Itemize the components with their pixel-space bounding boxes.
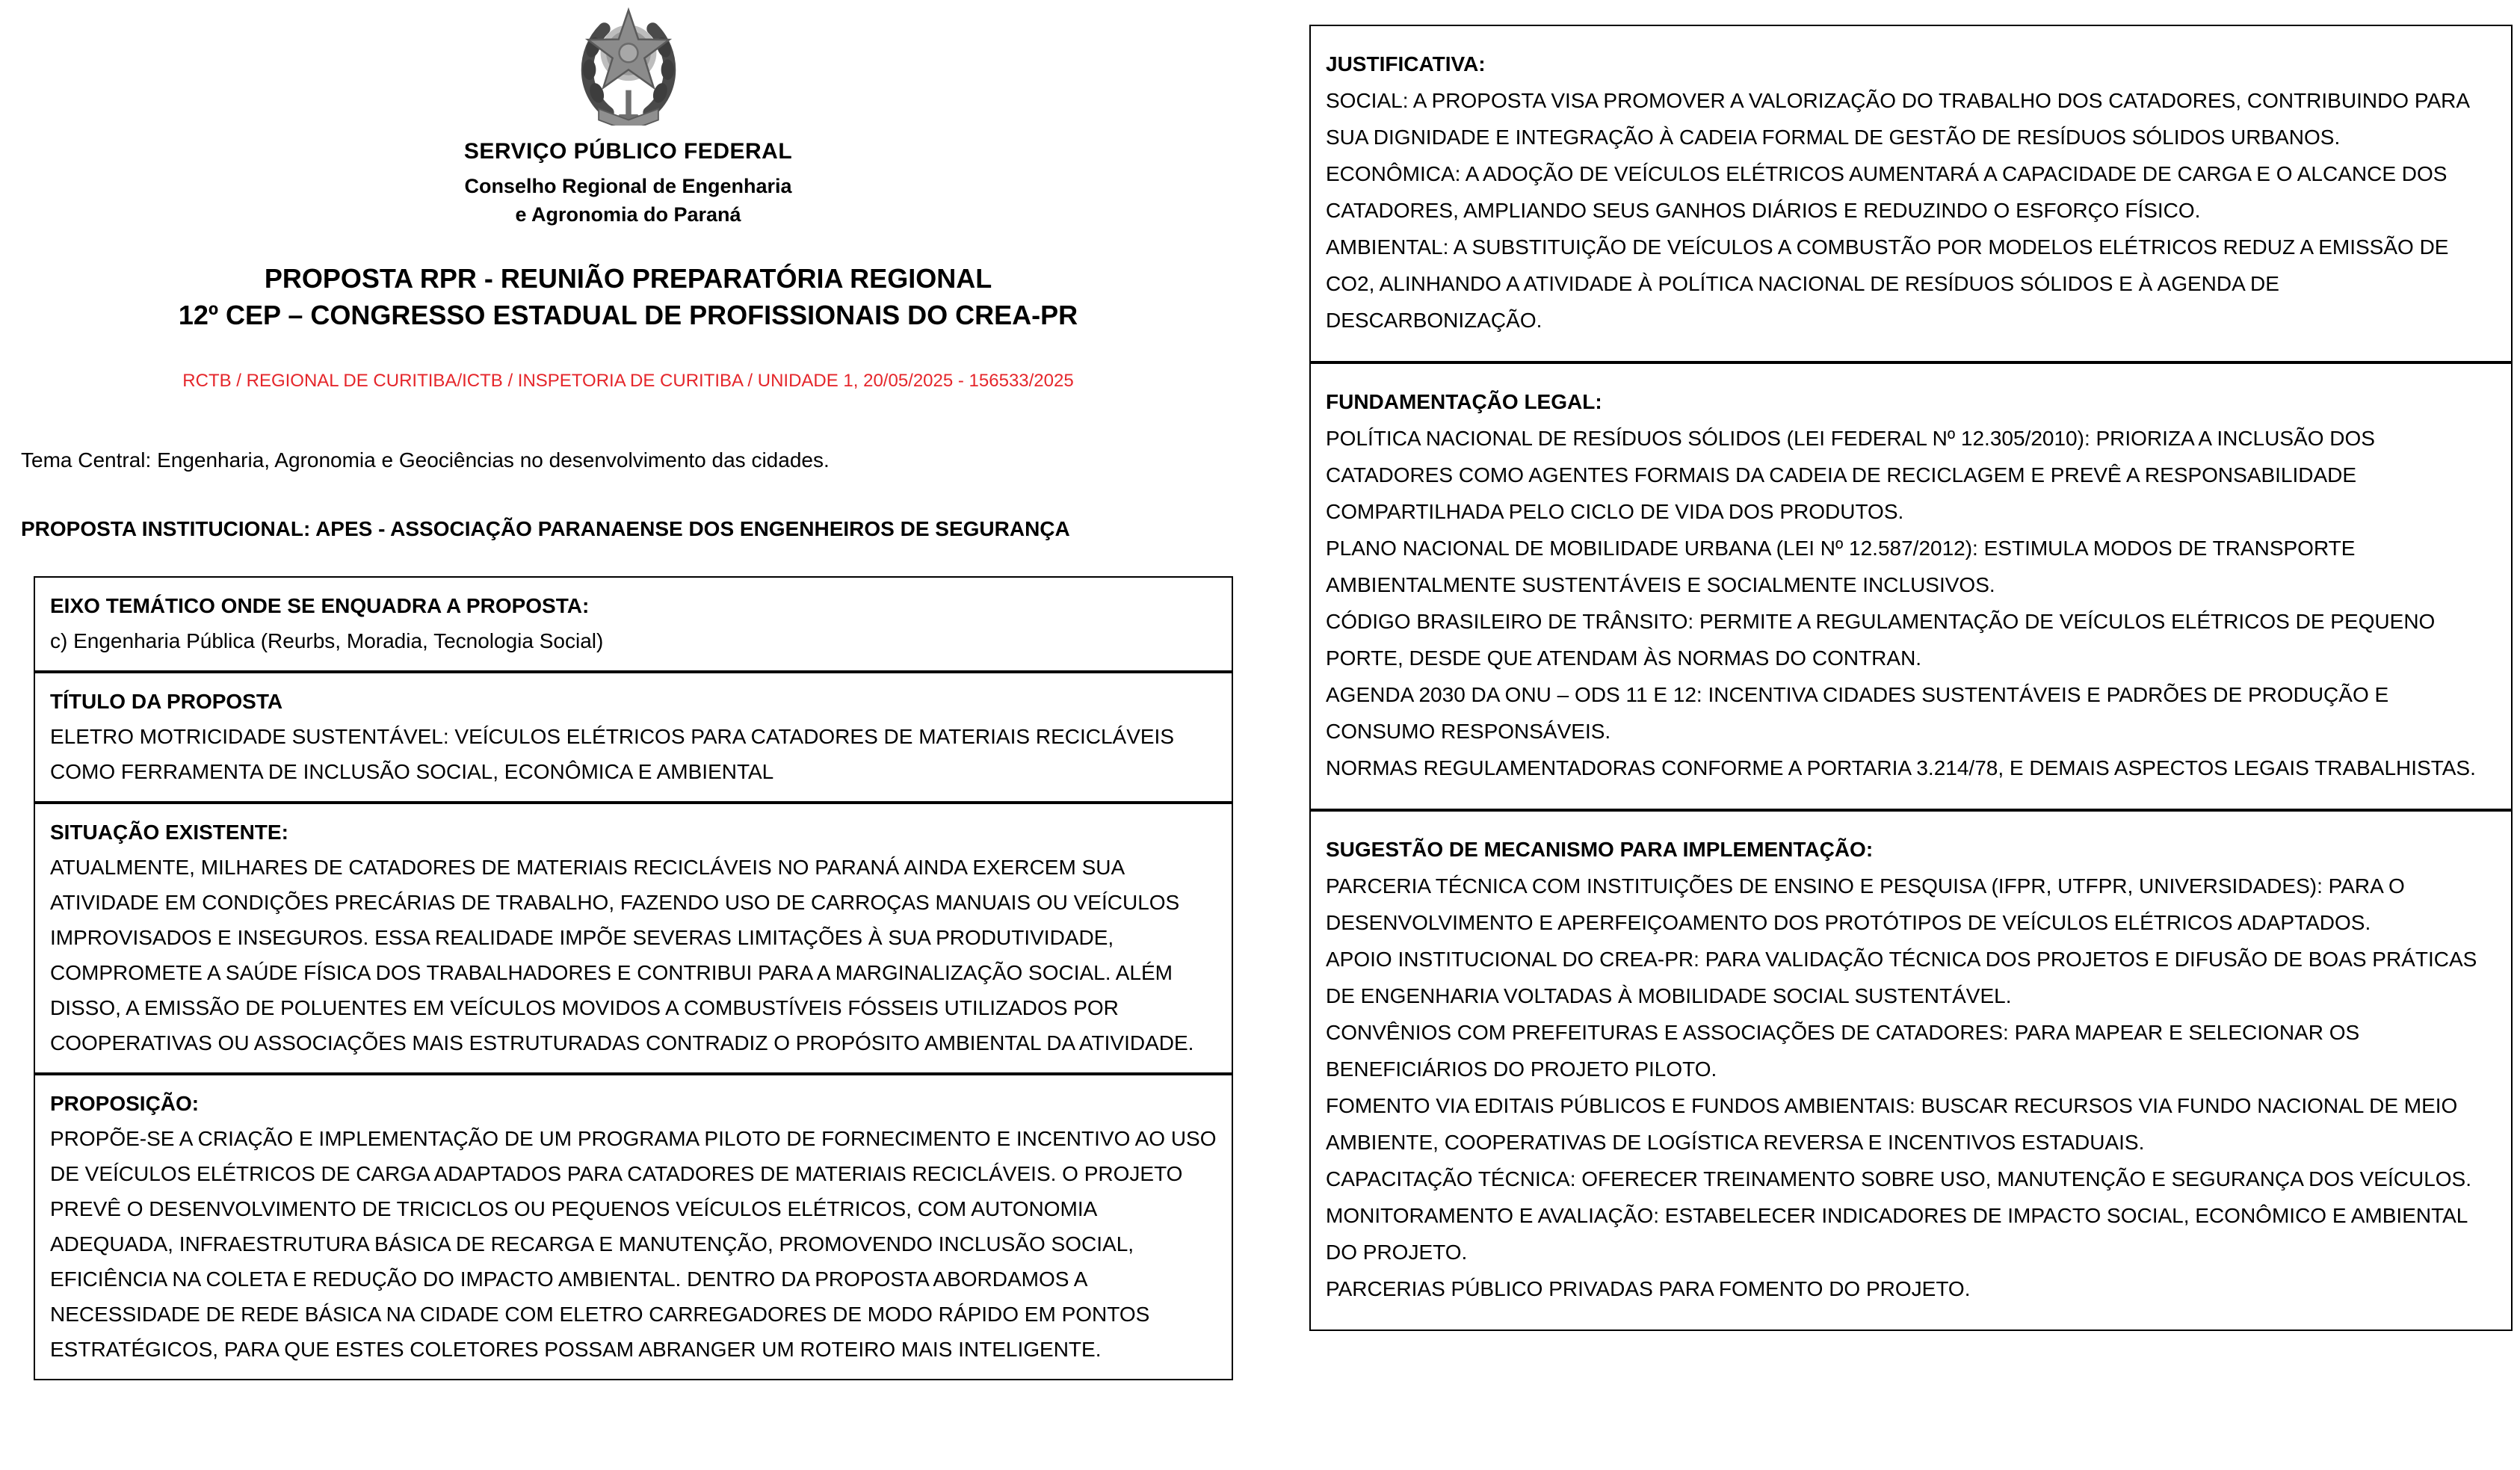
section-paragraph: PARCERIA TÉCNICA COM INSTITUIÇÕES DE ENSINO E PESQUISA (IFPR, UTFPR, UNIVERSIDADES): PARA O DESENVOLVIMENTO E APERFEIÇOAMENTO DOS PROTÓTIPOS DE VEÍCULOS ELÉTRICOS ADAPTADOS. bbox=[1326, 874, 2405, 934]
section-paragraph: CONVÊNIOS COM PREFEITURAS E ASSOCIAÇÕES DE CATADORES: PARA MAPEAR E SELECIONAR OS BENEFICIÁRIOS DO PROJETO PILOTO. bbox=[1326, 1021, 2360, 1081]
title-line-1: PROPOSTA RPR - REUNIÃO PREPARATÓRIA REGIONAL bbox=[264, 263, 992, 294]
section-paragraph: ATUALMENTE, MILHARES DE CATADORES DE MATERIAIS RECICLÁVEIS NO PARANÁ AINDA EXERCEM SUA ATIVIDADE EM CONDIÇÕES PRECÁRIAS DE TRABALHO, FAZENDO USO DE CARROÇAS MANUAIS OU VEÍCULOS IMPROVISADOS E INSEGUROS. ESSA REALIDADE IMPÕE SEVERAS LIMITAÇÕES À SUA PRODUTIVIDADE, COMPROMETE A SAÚDE FÍSICA DOS TRABALHADORES E CONTRIBUI PARA A MARGINALIZAÇÃO SOCIAL. ALÉM DISSO, A EMISSÃO DE POLUENTES EM VEÍCULOS MOVIDOS A COMBUSTÍVEIS FÓSSEIS UTILIZADOS POR COOPERATIVAS OU ASSOCIAÇÕES MAIS ESTRUTURADAS CONTRADIZ O PROPÓSITO AMBIENTAL DA ATIVIDADE. bbox=[50, 856, 1194, 1054]
title-line-2: 12º CEP – CONGRESSO ESTADUAL DE PROFISSIONAIS DO CREA-PR bbox=[178, 300, 1078, 330]
section-paragraph: POLÍTICA NACIONAL DE RESÍDUOS SÓLIDOS (LEI FEDERAL Nº 12.305/2010): PRIORIZA A INCLUSÃO DOS CATADORES COMO AGENTES FORMAIS DA CADEIA DE RECICLAGEM E PREVÊ A RESPONSABILIDADE COMPARTILHADA PELO CICLO DE VIDA DOS PRODUTOS. bbox=[1326, 427, 2375, 523]
section-heading-proposicao: PROPOSIÇÃO: bbox=[50, 1092, 200, 1115]
council-line-2: e Agronomia do Paraná bbox=[515, 203, 741, 226]
section-sugestao-mecanismo bbox=[1309, 809, 2513, 1331]
section-paragraph: AGENDA 2030 DA ONU – ODS 11 E 12: INCENTIVA CIDADES SUSTENTÁVEIS E PADRÕES DE PRODUÇÃO E CONSUMO RESPONSÁVEIS. bbox=[1326, 683, 2389, 743]
section-heading-eixo-tematico: EIXO TEMÁTICO ONDE SE ENQUADRA A PROPOSTA: bbox=[50, 594, 590, 617]
section-paragraph: PARCERIAS PÚBLICO PRIVADAS PARA FOMENTO DO PROJETO. bbox=[1326, 1277, 1971, 1300]
section-paragraph: ECONÔMICA: A ADOÇÃO DE VEÍCULOS ELÉTRICOS AUMENTARÁ A CAPACIDADE DE CARGA E O ALCANCE DOS CATADORES, AMPLIANDO SEUS GANHOS DIÁRIOS E REDUZINDO O ESFORÇO FÍSICO. bbox=[1326, 162, 2448, 222]
section-paragraph: PROPÕE-SE A CRIAÇÃO E IMPLEMENTAÇÃO DE UM PROGRAMA PILOTO DE FORNECIMENTO E INCENTIVO AO USO DE VEÍCULOS ELÉTRICOS DE CARGA ADAPTADOS PARA CATADORES DE MATERIAIS RECICLÁVEIS. O PROJETO PREVÊ O DESENVOLVIMENTO DE TRICICLOS OU PEQUENOS VEÍCULOS ELÉTRICOS, COM AUTONOMIA ADEQUADA, INFRAESTRUTURA BÁSICA DE RECARGA E MANUTENÇÃO, PROMOVENDO INCLUSÃO SOCIAL, EFICIÊNCIA NA COLETA E REDUÇÃO DO IMPACTO AMBIENTAL. DENTRO DA PROPOSTA ABORDAMOS A NECESSIDADE DE REDE BÁSICA NA CIDADE COM ELETRO CARREGADORES DE MODO RÁPIDO EM PONTOS ESTRATÉGICOS, PARA QUE ESTES COLETORES POSSAM ABRANGER UM ROTEIRO MAIS INTELIGENTE. bbox=[50, 1127, 1217, 1361]
section-paragraph: APOIO INSTITUCIONAL DO CREA-PR: PARA VALIDAÇÃO TÉCNICA DOS PROJETOS E DIFUSÃO DE BOAS PRÁTICAS DE ENGENHARIA VOLTADAS À MOBILIDADE SOCIAL SUSTENTÁVEL. bbox=[1326, 948, 2477, 1007]
section-paragraph: AMBIENTAL: A SUBSTITUIÇÃO DE VEÍCULOS A COMBUSTÃO POR MODELOS ELÉTRICOS REDUZ A EMISSÃO DE CO2, ALINHANDO A ATIVIDADE À POLÍTICA NACIONAL DE RESÍDUOS SÓLIDOS E À AGENDA DE DESCARBONIZAÇÃO. bbox=[1326, 235, 2449, 332]
section-paragraph: CÓDIGO BRASILEIRO DE TRÂNSITO: PERMITE A REGULAMENTAÇÃO DE VEÍCULOS ELÉTRICOS DE PEQUENO PORTE, DESDE QUE ATENDAM ÀS NORMAS DO CONTRAN. bbox=[1326, 610, 2436, 670]
section-fundamentacao-legal bbox=[1309, 362, 2513, 810]
proposta-institucional-line: PROPOSTA INSTITUCIONAL: APES - ASSOCIAÇÃO PARANAENSE DOS ENGENHEIROS DE SEGURANÇA bbox=[21, 517, 1070, 540]
service-line: SERVIÇO PÚBLICO FEDERAL bbox=[463, 139, 793, 164]
council-line-1: Conselho Regional de Engenharia bbox=[464, 175, 792, 197]
regional-meta-line: RCTB / REGIONAL DE CURITIBA/ICTB / INSPETORIA DE CURITIBA / UNIDADE 1, 20/05/2025 - 156533/2025 bbox=[182, 371, 1074, 391]
section-heading-situacao-existente: SITUAÇÃO EXISTENTE: bbox=[50, 821, 288, 844]
section-heading-titulo-da-proposta: TÍTULO DA PROPOSTA bbox=[50, 690, 283, 713]
council-name bbox=[21, 172, 1235, 229]
section-paragraph: ELETRO MOTRICIDADE SUSTENTÁVEL: VEÍCULOS ELÉTRICOS PARA CATADORES DE MATERIAIS RECICLÁVEIS COMO FERRAMENTA DE INCLUSÃO SOCIAL, ECONÔMICA E AMBIENTAL bbox=[50, 725, 1175, 783]
section-paragraph: c) Engenharia Pública (Reurbs, Moradia, Tecnologia Social) bbox=[50, 629, 604, 652]
section-paragraph: FOMENTO VIA EDITAIS PÚBLICOS E FUNDOS AMBIENTAIS: BUSCAR RECURSOS VIA FUNDO NACIONAL DE MEIO AMBIENTE, COOPERATIVAS DE LOGÍSTICA REVERSA E INCENTIVOS ESTADUAIS. bbox=[1326, 1094, 2458, 1154]
section-justificativa bbox=[1309, 25, 2513, 362]
section-heading-sugestao-mecanismo: SUGESTÃO DE MECANISMO PARA IMPLEMENTAÇÃO: bbox=[1326, 838, 1874, 861]
section-paragraph: SOCIAL: A PROPOSTA VISA PROMOVER A VALORIZAÇÃO DO TRABALHO DOS CATADORES, CONTRIBUINDO PARA SUA DIGNIDADE E INTEGRAÇÃO À CADEIA FORMAL DE GESTÃO DE RESÍDUOS SÓLIDOS URBANOS. bbox=[1326, 89, 2469, 149]
section-heading-fundamentacao-legal: FUNDAMENTAÇÃO LEGAL: bbox=[1326, 390, 1602, 413]
tema-central-line: Tema Central: Engenharia, Agronomia e Geociências no desenvolvimento das cidades. bbox=[21, 448, 830, 472]
section-heading-justificativa: JUSTIFICATIVA: bbox=[1326, 52, 1486, 75]
page-title bbox=[21, 260, 1235, 333]
section-paragraph: PLANO NACIONAL DE MOBILIDADE URBANA (LEI Nº 12.587/2012): ESTIMULA MODOS DE TRANSPORTE AMBIENTALMENTE SUSTENTÁVEIS E SOCIALMENTE INCLUSIVOS. bbox=[1326, 537, 2356, 596]
section-proposicao bbox=[34, 1073, 1233, 1380]
section-eixo-tematico bbox=[34, 576, 1233, 672]
section-situacao-existente bbox=[34, 802, 1233, 1074]
section-paragraph: CAPACITAÇÃO TÉCNICA: OFERECER TREINAMENTO SOBRE USO, MANUTENÇÃO E SEGURANÇA DOS VEÍCULOS. bbox=[1326, 1167, 2471, 1190]
brazil-coat-of-arms-icon bbox=[21, 4, 1235, 130]
section-paragraph: MONITORAMENTO E AVALIAÇÃO: ESTABELECER INDICADORES DE IMPACTO SOCIAL, ECONÔMICO E AMBIENTAL DO PROJETO. bbox=[1326, 1204, 2468, 1264]
section-titulo-da-proposta bbox=[34, 671, 1233, 803]
right-sections bbox=[1309, 25, 2513, 1331]
left-sections bbox=[34, 576, 1233, 1380]
section-paragraph: NORMAS REGULAMENTADORAS CONFORME A PORTARIA 3.214/78, E DEMAIS ASPECTOS LEGAIS TRABALHISTAS. bbox=[1326, 756, 2476, 779]
